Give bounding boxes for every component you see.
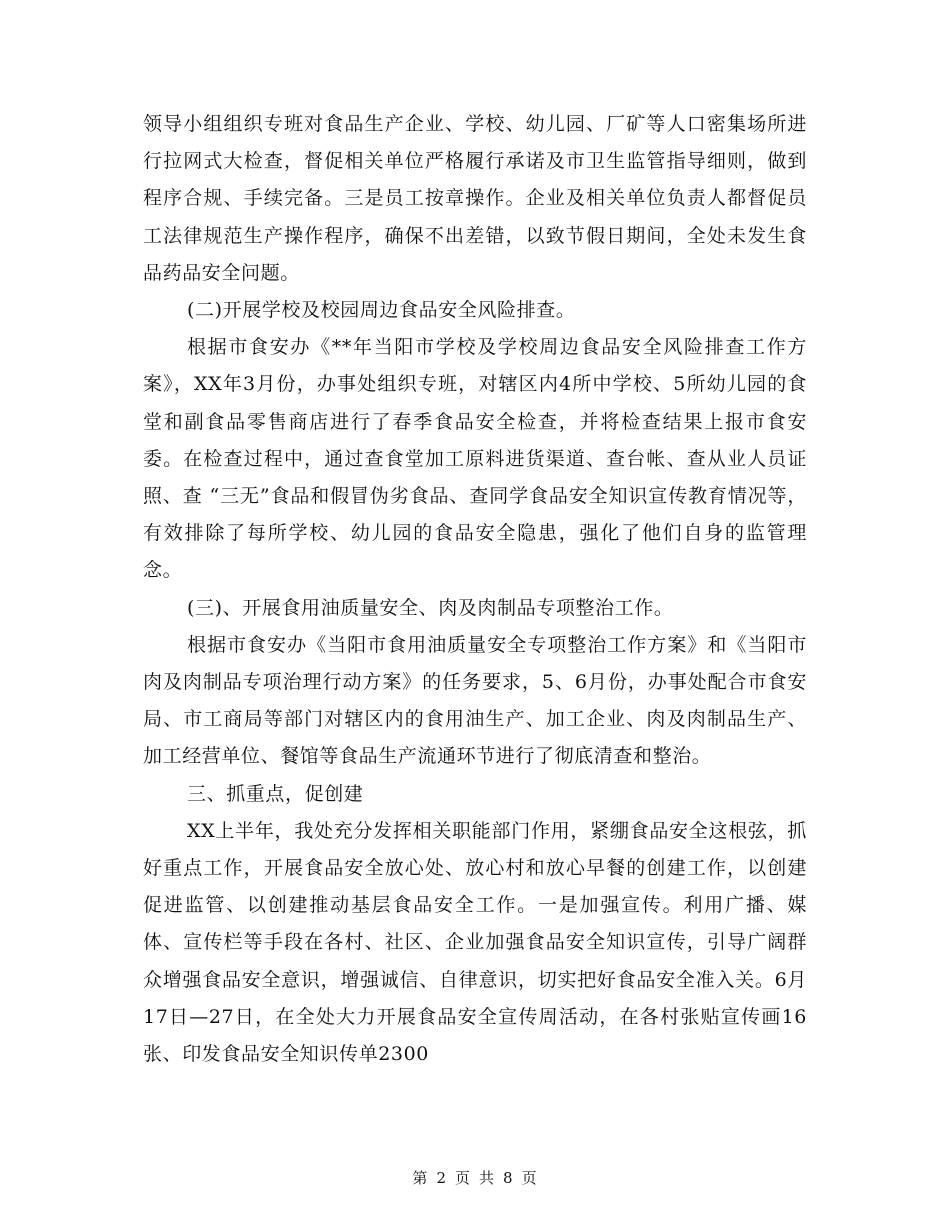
footer-suffix: 页 (521, 1169, 538, 1187)
footer-page-number: 2 (436, 1169, 447, 1187)
page-footer (0, 1168, 950, 1188)
footer-total-pages: 8 (503, 1169, 514, 1187)
paragraph-continuation: 领导小组组织专班对食品生产企业、学校、幼儿园、厂矿等人口密集场所进行拉网式大检查，督促相关单位严格履行承诺及市卫生监管指导细则，做到程序合规、手续完备。三是员工按章操作。企业及相关单位负责人都督促员工法律规范生产操作程序，确保不出差错，以致节假日期间，全处未发生食品药品安全问题。 (143, 113, 807, 284)
paragraph-key-work: XX上半年，我处充分发挥相关职能部门作用，紧绷食品安全这根弦，抓好重点工作，开展食品安全放心处、放心村和放心早餐的创建工作，以创建促进监管、以创建推动基层食品安全工作。一是加强宣传。利用广播、媒体、宣传栏等手段在各村、社区、企业加强食品安全知识宣传，引导广阔群众增强食品安全意识，增强诚信、自律意识，切实把好食品安全准入关。6月17日—27日，在全处大力开展食品安全宣传周活动，在各村张贴宣传画16张、印发食品安全知识传单2300 (143, 819, 807, 1066)
section-heading-2: (二)开展学校及校园周边食品安全风险排查。 (187, 299, 576, 322)
document-body (143, 106, 807, 1073)
footer-total-word: 共 (479, 1169, 496, 1187)
footer-page-word: 页 (454, 1169, 471, 1187)
section-heading-main-3: 三、抓重点，促创建 (187, 782, 364, 805)
paragraph-school-inspection: 根据市食安办《**年当阳市学校及学校周边食品安全风险排查工作方案》，XX年3月份，办事处组织专班，对辖区内4所中学校、5所幼儿园的食堂和副食品零售商店进行了春季食品安全检查，并将检查结果上报市食安委。在检查过程中，通过查食堂加工原料进货渠道、查台帐、查从业人员证照、查 “三无”食品和假冒伪劣食品、查同学食品安全知识宣传教育情况等，有效排除了每所学校、幼儿园的食品安全隐患，强化了他们自身的监管理念。 (143, 336, 807, 582)
paragraph-oil-meat-rectification: 根据市食安办《当阳市食用油质量安全专项整治工作方案》和《当阳市肉及肉制品专项治理行动方案》的任务要求，5、6月份，办事处配合市食安局、市工商局等部门对辖区内的食用油生产、加工企业、肉及肉制品生产、加工经营单位、餐馆等食品生产流通环节进行了彻底清查和整治。 (143, 633, 807, 768)
footer-prefix: 第 (412, 1169, 429, 1187)
section-heading-3: (三)、开展食用油质量安全、肉及肉制品专项整治工作。 (187, 596, 674, 619)
